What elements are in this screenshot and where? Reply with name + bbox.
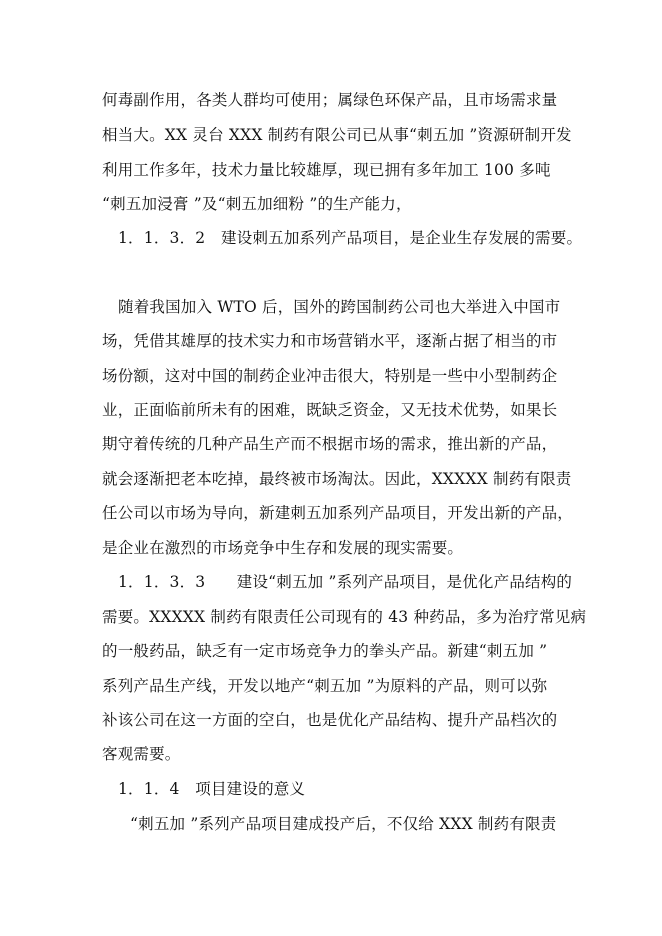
- section-line-4: 系列产品生产线，开发以地产“刺五加 ”为原料的产品，则可以弥: [102, 677, 548, 695]
- paragraph-line-2: 场，凭借其雄厚的技术实力和市场营销水平，逐渐占据了相当的市: [102, 332, 558, 350]
- final-line: “刺五加 ”系列产品项目建成投产后，不仅给 XXX 制药有限责: [130, 815, 557, 833]
- body-line-4: “刺五加浸膏 ”及“刺五加细粉 ”的生产能力，: [102, 195, 412, 213]
- section-line-5: 补该公司在这一方面的空白，也是优化产品结构、提升产品档次的: [102, 711, 558, 729]
- section-heading-1-1-3-3: 1．1．3．3 建设“刺五加 ”系列产品项目，是优化产品结构的: [118, 573, 573, 591]
- paragraph-line-7: 任公司以市场为导向，新建刺五加系列产品项目，开发出新的产品，: [102, 504, 574, 522]
- paragraph-line-6: 就会逐渐把老本吃掉，最终被市场淘汰。因此，XXXXX 制药有限责: [102, 470, 572, 488]
- paragraph-line-5: 期守着传统的几种产品生产而不根据市场的需求，推出新的产品，: [102, 435, 558, 453]
- section-heading-1-1-4: 1．1．4 项目建设的意义: [118, 780, 306, 798]
- body-line-3: 利用工作多年，技术力量比较雄厚，现已拥有多年加工 100 多吨: [102, 161, 551, 179]
- body-line-1: 何毒副作用，各类人群均可使用；属绿色环保产品，且市场需求量: [102, 91, 558, 109]
- section-line-6: 客观需要。: [102, 745, 181, 763]
- paragraph-line-4: 业，正面临前所未有的困难，既缺乏资金，又无技术优势，如果长: [102, 401, 558, 419]
- paragraph-line-3: 场份额，这对中国的制药企业冲击很大，特别是一些中小型制药企: [102, 367, 558, 385]
- section-line-3: 的一般药品，缺乏有一定市场竞争力的拳头产品。新建“刺五加 ”: [102, 642, 548, 660]
- paragraph-line-8: 是企业在激烈的市场竞争中生存和发展的现实需要。: [102, 539, 464, 557]
- paragraph-line-1: 随着我国加入 WTO 后，国外的跨国制药公司也大举进入中国市: [118, 298, 561, 316]
- section-line-2: 需要。XXXXX 制药有限责任公司现有的 43 种药品，多为治疗常见病: [102, 608, 587, 626]
- body-line-2: 相当大。XX 灵台 XXX 制药有限公司已从事“刺五加 ”资源研制开发: [102, 126, 572, 144]
- section-heading-1-1-3-2: 1．1．3．2 建设刺五加系列产品项目，是企业生存发展的需要。: [118, 229, 583, 247]
